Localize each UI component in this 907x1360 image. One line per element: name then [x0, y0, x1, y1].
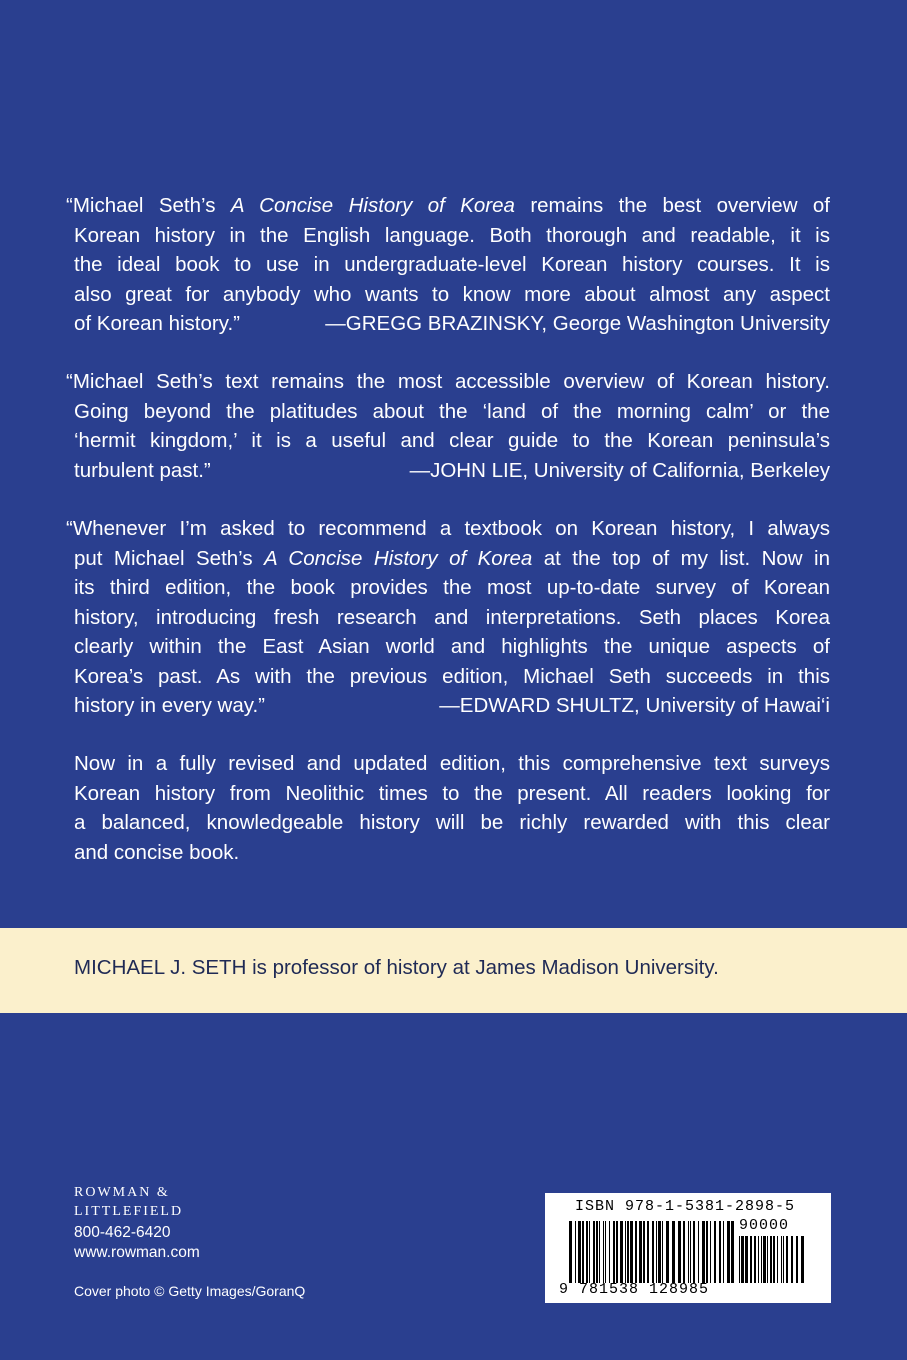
quote-line: its third edition, the book provides the most up-to-date survey of Korean	[74, 576, 830, 599]
barcode-bar	[639, 1221, 642, 1283]
barcode-bar	[770, 1236, 772, 1283]
barcode-bar	[723, 1221, 724, 1283]
barcode-bar	[773, 1236, 775, 1283]
barcode-bar	[609, 1221, 610, 1283]
isbn-label: ISBN 978-1-5381-2898-5	[575, 1198, 796, 1215]
description-line: Now in a fully revised and updated edition, this comprehensive text surveys	[74, 752, 830, 775]
barcode-bar	[698, 1221, 699, 1283]
barcode-bar	[710, 1221, 711, 1283]
barcode-bar	[625, 1221, 626, 1283]
barcode-bar	[586, 1221, 588, 1283]
barcode-bar	[786, 1236, 788, 1283]
quote-line: Korea’s past. As with the previous edition, Michael Seth succeeds in this	[74, 664, 830, 688]
barcode-bar	[643, 1221, 645, 1283]
quote-1-line-1: “Michael Seth’s A Concise History of Korea remains the best overview of	[66, 194, 830, 217]
quote-closing: history in every way.”	[74, 694, 266, 717]
barcode-bar	[739, 1236, 740, 1283]
quote-line: Korean history in the English language. Both thorough and readable, it is	[74, 223, 830, 247]
quote-line: “Michael Seth’s text remains the most accessible overview of Korean history.	[66, 370, 830, 393]
barcode-bar	[603, 1221, 604, 1283]
isbn-barcode	[545, 1193, 831, 1303]
quote-line: also great for anybody who wants to know more about almost any aspect	[74, 282, 830, 306]
publisher-name-line-2: LITTLEFIELD	[74, 1204, 184, 1219]
quote-line: clearly within the East Asian world and highlights the unique aspects of	[74, 635, 830, 658]
barcode-bar	[714, 1221, 716, 1283]
publisher-website: www.rowman.com	[74, 1244, 200, 1261]
author-bio: MICHAEL J. SETH is professor of history at James Madison University.	[74, 956, 719, 979]
quote-3-closing-line	[74, 691, 830, 721]
quote-attribution: —JOHN LIE, University of California, Berkeley	[409, 458, 830, 482]
barcode-bar	[647, 1221, 649, 1283]
barcode-bar	[596, 1221, 598, 1283]
barcode-bar	[620, 1221, 623, 1283]
price-barcode-bars	[739, 1236, 805, 1283]
barcode-bar	[741, 1236, 744, 1283]
barcode-bar	[758, 1236, 759, 1283]
book-title: A Concise History of Korea	[230, 194, 515, 217]
barcode-bar	[706, 1221, 708, 1283]
barcode-bar	[616, 1221, 618, 1283]
barcode-bar	[656, 1221, 657, 1283]
barcode-bar	[605, 1221, 606, 1283]
ean-barcode-bars	[569, 1221, 734, 1283]
publisher-logo	[74, 1183, 183, 1221]
quote-line: Going beyond the platitudes about the ‘land of the morning calm’ or the	[74, 399, 830, 423]
barcode-bar	[791, 1236, 793, 1283]
barcode-bar	[745, 1236, 748, 1283]
barcode-bar	[688, 1221, 689, 1283]
barcode-bar	[613, 1221, 615, 1283]
barcode-bar	[690, 1221, 691, 1283]
barcode-bar	[783, 1236, 784, 1283]
barcode-bar	[630, 1221, 633, 1283]
quote-attribution: —GREGG BRAZINSKY, George Washington University	[325, 312, 830, 335]
description-line: and concise book.	[74, 840, 240, 864]
barcode-bar	[652, 1221, 654, 1283]
quote-closing: turbulent past.”	[74, 458, 211, 482]
barcode-bar	[578, 1221, 581, 1283]
author-bio-band	[0, 928, 907, 1013]
quote-1-closing-line	[74, 309, 830, 339]
quote-3-line-2: put Michael Seth’s A Concise History of Korea at the top of my list. Now in	[74, 546, 830, 570]
barcode-bar	[662, 1221, 663, 1283]
barcode-bar	[763, 1236, 766, 1283]
publisher-name-line-1: ROWMAN &	[74, 1185, 170, 1200]
barcode-bar	[569, 1221, 572, 1283]
book-title: A Concise History of Korea	[264, 546, 533, 570]
review-quote-1	[66, 191, 830, 339]
barcode-bar	[672, 1221, 675, 1283]
cover-photo-credit: Cover photo © Getty Images/GoranQ	[74, 1283, 306, 1299]
barcode-bar	[599, 1221, 600, 1283]
barcode-bar	[693, 1221, 695, 1283]
quote-line: the ideal book to use in undergraduate-level Korean history courses. It is	[74, 253, 830, 276]
barcode-bar	[683, 1221, 685, 1283]
barcode-bar	[750, 1236, 752, 1283]
barcode-bar	[777, 1236, 778, 1283]
barcode-bar	[754, 1236, 756, 1283]
quote-2-closing-line	[74, 456, 830, 486]
barcode-bar	[727, 1221, 730, 1283]
barcode-bar	[666, 1221, 669, 1283]
barcode-bar	[761, 1236, 762, 1283]
description-line: a balanced, knowledgeable history will be richly rewarded with this clear	[74, 811, 830, 834]
barcode-bar	[575, 1221, 576, 1283]
book-description	[74, 749, 830, 867]
barcode-bar	[589, 1221, 590, 1283]
barcode-bar	[796, 1236, 798, 1283]
barcode-bar	[678, 1221, 681, 1283]
barcode-bar	[635, 1221, 637, 1283]
barcode-bar	[702, 1221, 705, 1283]
barcode-bar	[719, 1221, 721, 1283]
barcode-bar	[801, 1236, 804, 1283]
description-line: Korean history from Neolithic times to the present. All readers looking for	[74, 781, 830, 805]
barcode-bar	[582, 1221, 584, 1283]
barcode-bar	[731, 1221, 734, 1283]
barcode-bar	[767, 1236, 768, 1283]
barcode-bar	[593, 1221, 595, 1283]
barcode-bar	[781, 1236, 782, 1283]
review-quote-3	[66, 514, 830, 721]
barcode-bar	[658, 1221, 661, 1283]
quote-closing: of Korean history.”	[74, 312, 240, 335]
barcode-bar	[627, 1221, 629, 1283]
quote-line: “Whenever I’m asked to recommend a textbook on Korean history, I always	[66, 517, 830, 540]
quote-line: history, introducing fresh research and interpretations. Seth places Korea	[74, 605, 830, 629]
publisher-phone: 800-462-6420	[74, 1224, 171, 1241]
price-code: 90000	[739, 1217, 790, 1234]
quote-attribution: —EDWARD SHULTZ, University of Hawai‘i	[439, 694, 830, 717]
quote-line: ‘hermit kingdom,’ it is a useful and clear guide to the Korean peninsula’s	[74, 429, 830, 452]
review-quote-2	[66, 367, 830, 485]
ean-digits: 9 781538 128985	[559, 1281, 710, 1298]
